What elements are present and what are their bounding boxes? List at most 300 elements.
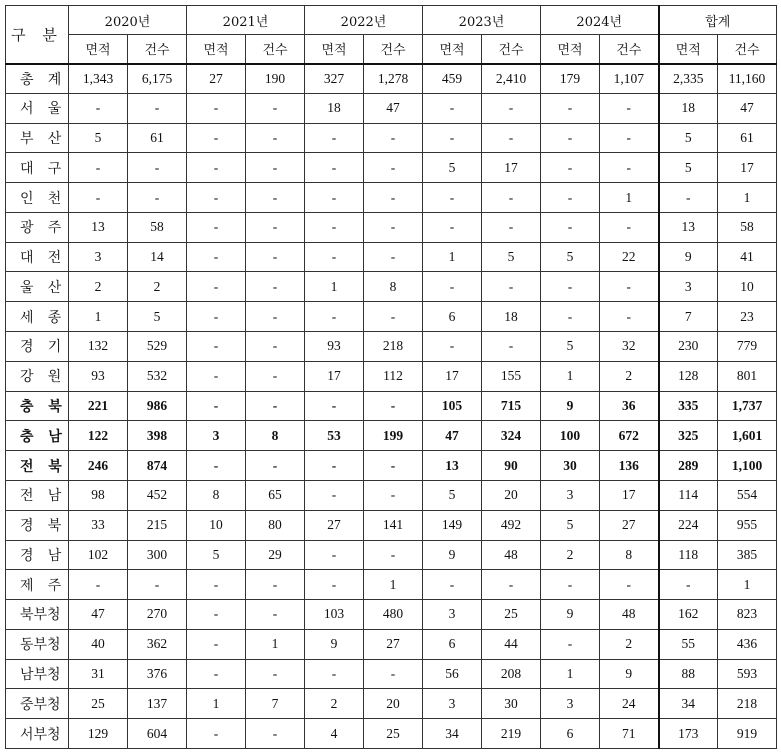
table-row (6, 600, 777, 630)
cell-area: 31 (69, 659, 128, 689)
sub-header-area: 면적 (659, 35, 718, 64)
cell-count: 141 (364, 510, 423, 540)
cell-count: 24 (600, 689, 659, 719)
cell-count: - (364, 302, 423, 332)
row-label: 경 남 (6, 540, 69, 570)
cell-count: 36 (600, 391, 659, 421)
table-row (6, 510, 777, 540)
cell-area: 13 (659, 212, 718, 242)
cell-area: - (305, 212, 364, 242)
cell-count: 8 (246, 421, 305, 451)
table-row (6, 719, 777, 749)
cell-area: - (423, 332, 482, 362)
row-label: 전 남 (6, 480, 69, 510)
cell-area: - (305, 302, 364, 332)
cell-count: - (600, 272, 659, 302)
sub-header-count: 건수 (246, 35, 305, 64)
cell-area: 129 (69, 719, 128, 749)
table-row (6, 242, 777, 272)
cell-area: - (541, 212, 600, 242)
cell-area: 6 (423, 629, 482, 659)
row-label: 동부청 (6, 629, 69, 659)
table-row (6, 302, 777, 332)
row-label: 대 전 (6, 242, 69, 272)
cell-count: - (364, 540, 423, 570)
cell-area: - (69, 570, 128, 600)
table-row (6, 123, 777, 153)
table-row (6, 212, 777, 242)
table-row (6, 93, 777, 123)
cell-count: 199 (364, 421, 423, 451)
cell-area: 162 (659, 600, 718, 630)
cell-count: - (600, 212, 659, 242)
cell-area: - (187, 600, 246, 630)
cell-area: 6 (423, 302, 482, 332)
cell-area: - (541, 272, 600, 302)
cell-count: 71 (600, 719, 659, 749)
row-label: 충 북 (6, 391, 69, 421)
header-row-years (6, 6, 777, 35)
cell-area: 459 (423, 64, 482, 94)
cell-area: 5 (659, 123, 718, 153)
cell-area: 93 (69, 361, 128, 391)
cell-count: 919 (718, 719, 777, 749)
cell-count: - (246, 719, 305, 749)
year-header-2020: 2020년 (69, 6, 187, 35)
cell-area: 9 (659, 242, 718, 272)
cell-area: 9 (541, 391, 600, 421)
cell-area: 289 (659, 451, 718, 481)
cell-count: - (246, 272, 305, 302)
cell-area: 118 (659, 540, 718, 570)
cell-count: 398 (128, 421, 187, 451)
cell-count: 2 (600, 629, 659, 659)
cell-area: 34 (423, 719, 482, 749)
table-row (6, 689, 777, 719)
cell-area: - (305, 391, 364, 421)
cell-count: 300 (128, 540, 187, 570)
cell-area: - (541, 629, 600, 659)
cell-area: 17 (305, 361, 364, 391)
cell-count: 219 (482, 719, 541, 749)
cell-count: - (482, 570, 541, 600)
table-row (6, 421, 777, 451)
cell-area: - (187, 123, 246, 153)
cell-area: - (423, 570, 482, 600)
cell-area: 1 (187, 689, 246, 719)
cell-count: - (364, 183, 423, 213)
cell-count: - (364, 451, 423, 481)
cell-area: 224 (659, 510, 718, 540)
cell-count: 61 (718, 123, 777, 153)
table-row (6, 540, 777, 570)
table-row (6, 183, 777, 213)
cell-area: 5 (187, 540, 246, 570)
cell-area: 53 (305, 421, 364, 451)
cell-count: - (246, 212, 305, 242)
cell-count: 593 (718, 659, 777, 689)
cell-count: 23 (718, 302, 777, 332)
category-header: 구 분 (6, 6, 69, 64)
cell-count: - (482, 212, 541, 242)
row-label: 서부청 (6, 719, 69, 749)
cell-count: - (246, 570, 305, 600)
row-label: 북부청 (6, 600, 69, 630)
table-row (6, 451, 777, 481)
cell-area: 3 (541, 689, 600, 719)
cell-area: - (305, 451, 364, 481)
cell-count: 112 (364, 361, 423, 391)
cell-count: - (482, 272, 541, 302)
cell-area: - (187, 332, 246, 362)
cell-area: 3 (69, 242, 128, 272)
sub-header-count: 건수 (364, 35, 423, 64)
sub-header-area: 면적 (541, 35, 600, 64)
cell-count: 270 (128, 600, 187, 630)
cell-count: 48 (600, 600, 659, 630)
cell-count: 801 (718, 361, 777, 391)
cell-count: 362 (128, 629, 187, 659)
cell-area: - (541, 570, 600, 600)
cell-count: 715 (482, 391, 541, 421)
cell-count: 80 (246, 510, 305, 540)
cell-area: 3 (541, 480, 600, 510)
cell-area: - (187, 242, 246, 272)
cell-area: 18 (659, 93, 718, 123)
cell-count: 1 (718, 183, 777, 213)
cell-count: 5 (128, 302, 187, 332)
cell-area: 246 (69, 451, 128, 481)
cell-count: 1 (364, 570, 423, 600)
cell-area: - (187, 272, 246, 302)
cell-count: - (246, 242, 305, 272)
row-label: 전 북 (6, 451, 69, 481)
cell-count: - (482, 332, 541, 362)
cell-count: - (600, 93, 659, 123)
cell-count: 208 (482, 659, 541, 689)
row-label: 울 산 (6, 272, 69, 302)
cell-area: 102 (69, 540, 128, 570)
cell-area: 18 (305, 93, 364, 123)
cell-count: 90 (482, 451, 541, 481)
cell-count: 32 (600, 332, 659, 362)
table-row (6, 153, 777, 183)
cell-area: 103 (305, 600, 364, 630)
cell-count: 1 (246, 629, 305, 659)
cell-count: 2 (128, 272, 187, 302)
sub-header-count: 건수 (718, 35, 777, 64)
cell-count: 376 (128, 659, 187, 689)
cell-area: 5 (423, 480, 482, 510)
table-row (6, 64, 777, 94)
cell-area: - (541, 302, 600, 332)
cell-area: - (659, 570, 718, 600)
cell-count: 5 (482, 242, 541, 272)
cell-count: 218 (718, 689, 777, 719)
sub-header-count: 건수 (600, 35, 659, 64)
cell-count: 41 (718, 242, 777, 272)
row-label: 광 주 (6, 212, 69, 242)
table-row (6, 272, 777, 302)
cell-area: 3 (659, 272, 718, 302)
cell-count: 1,737 (718, 391, 777, 421)
cell-area: 1 (541, 361, 600, 391)
cell-count: 8 (600, 540, 659, 570)
cell-count: - (246, 659, 305, 689)
cell-area: 13 (423, 451, 482, 481)
year-header-2021: 2021년 (187, 6, 305, 35)
cell-count: 1 (600, 183, 659, 213)
cell-count: 20 (364, 689, 423, 719)
cell-area: - (305, 153, 364, 183)
cell-area: 55 (659, 629, 718, 659)
cell-count: 955 (718, 510, 777, 540)
cell-area: 1 (423, 242, 482, 272)
cell-area: 221 (69, 391, 128, 421)
cell-count: - (246, 93, 305, 123)
cell-area: - (69, 93, 128, 123)
cell-count: - (246, 391, 305, 421)
cell-count: - (128, 153, 187, 183)
cell-count: - (364, 659, 423, 689)
cell-count: - (600, 570, 659, 600)
row-label: 대 구 (6, 153, 69, 183)
cell-area: 132 (69, 332, 128, 362)
cell-area: - (423, 123, 482, 153)
cell-count: - (128, 93, 187, 123)
cell-count: 1,601 (718, 421, 777, 451)
cell-count: - (246, 153, 305, 183)
cell-area: - (305, 570, 364, 600)
cell-count: 65 (246, 480, 305, 510)
cell-area: 6 (541, 719, 600, 749)
cell-area: - (187, 302, 246, 332)
cell-area: 2 (305, 689, 364, 719)
cell-count: 61 (128, 123, 187, 153)
cell-count: 58 (128, 212, 187, 242)
cell-area: 128 (659, 361, 718, 391)
cell-area: 173 (659, 719, 718, 749)
cell-area: 17 (423, 361, 482, 391)
cell-count: 25 (364, 719, 423, 749)
cell-count: 492 (482, 510, 541, 540)
cell-area: - (423, 272, 482, 302)
cell-area: - (541, 123, 600, 153)
cell-area: 10 (187, 510, 246, 540)
cell-area: - (423, 93, 482, 123)
cell-area: 34 (659, 689, 718, 719)
cell-area: - (305, 123, 364, 153)
row-label: 부 산 (6, 123, 69, 153)
cell-count: - (246, 361, 305, 391)
cell-area: 5 (659, 153, 718, 183)
cell-area: - (187, 659, 246, 689)
year-header-2022: 2022년 (305, 6, 423, 35)
cell-count: 48 (482, 540, 541, 570)
cell-area: 1 (541, 659, 600, 689)
cell-count: - (600, 123, 659, 153)
cell-count: 6,175 (128, 64, 187, 94)
cell-area: 114 (659, 480, 718, 510)
cell-count: 1,100 (718, 451, 777, 481)
cell-count: 1 (718, 570, 777, 600)
table-row (6, 629, 777, 659)
cell-area: 5 (541, 510, 600, 540)
cell-count: 47 (718, 93, 777, 123)
sub-header-area: 면적 (187, 35, 246, 64)
cell-count: 672 (600, 421, 659, 451)
cell-area: - (187, 153, 246, 183)
cell-area: 30 (541, 451, 600, 481)
cell-count: - (246, 600, 305, 630)
cell-count: 452 (128, 480, 187, 510)
row-label: 남부청 (6, 659, 69, 689)
cell-count: - (600, 302, 659, 332)
cell-area: 5 (423, 153, 482, 183)
cell-count: - (364, 391, 423, 421)
cell-count: - (364, 153, 423, 183)
cell-count: - (246, 332, 305, 362)
cell-count: 136 (600, 451, 659, 481)
cell-area: - (305, 480, 364, 510)
header-row-sub (6, 35, 777, 64)
cell-count: - (246, 123, 305, 153)
cell-count: 58 (718, 212, 777, 242)
cell-area: 2 (541, 540, 600, 570)
cell-count: - (364, 242, 423, 272)
cell-area: - (187, 629, 246, 659)
cell-count: - (600, 153, 659, 183)
statistics-table (5, 5, 777, 749)
cell-count: 47 (364, 93, 423, 123)
cell-area: - (423, 183, 482, 213)
cell-count: 25 (482, 600, 541, 630)
cell-count: 385 (718, 540, 777, 570)
cell-count: 17 (600, 480, 659, 510)
cell-area: 105 (423, 391, 482, 421)
cell-count: - (364, 123, 423, 153)
row-label: 중부청 (6, 689, 69, 719)
cell-count: 874 (128, 451, 187, 481)
cell-count: 529 (128, 332, 187, 362)
cell-area: 27 (187, 64, 246, 94)
cell-count: 30 (482, 689, 541, 719)
row-label: 경 기 (6, 332, 69, 362)
cell-area: 40 (69, 629, 128, 659)
row-label: 강 원 (6, 361, 69, 391)
cell-count: - (128, 183, 187, 213)
cell-count: 137 (128, 689, 187, 719)
year-header-2023: 2023년 (423, 6, 541, 35)
cell-area: - (305, 242, 364, 272)
cell-area: - (187, 93, 246, 123)
cell-area: 4 (305, 719, 364, 749)
cell-count: 8 (364, 272, 423, 302)
cell-count: 324 (482, 421, 541, 451)
cell-count: 29 (246, 540, 305, 570)
row-label: 세 종 (6, 302, 69, 332)
cell-area: - (187, 212, 246, 242)
cell-area: 1 (305, 272, 364, 302)
cell-area: 88 (659, 659, 718, 689)
cell-area: 33 (69, 510, 128, 540)
cell-area: 5 (541, 242, 600, 272)
row-label: 제 주 (6, 570, 69, 600)
cell-count: 1,107 (600, 64, 659, 94)
cell-count: - (482, 93, 541, 123)
cell-count: 27 (600, 510, 659, 540)
sub-header-area: 면적 (423, 35, 482, 64)
cell-area: 98 (69, 480, 128, 510)
cell-area: 230 (659, 332, 718, 362)
cell-area: 1,343 (69, 64, 128, 94)
cell-count: 190 (246, 64, 305, 94)
cell-area: - (659, 183, 718, 213)
cell-area: - (541, 153, 600, 183)
table-row (6, 570, 777, 600)
cell-area: 325 (659, 421, 718, 451)
cell-count: 2 (600, 361, 659, 391)
cell-area: - (187, 183, 246, 213)
cell-area: - (305, 659, 364, 689)
cell-count: 20 (482, 480, 541, 510)
cell-count: 604 (128, 719, 187, 749)
cell-area: - (69, 183, 128, 213)
sub-header-area: 면적 (69, 35, 128, 64)
cell-count: 218 (364, 332, 423, 362)
cell-area: 56 (423, 659, 482, 689)
cell-count: 11,160 (718, 64, 777, 94)
table-row (6, 391, 777, 421)
cell-count: 17 (482, 153, 541, 183)
total-header: 합계 (659, 6, 777, 35)
cell-count: 27 (364, 629, 423, 659)
cell-area: - (541, 93, 600, 123)
cell-area: - (305, 540, 364, 570)
cell-area: 93 (305, 332, 364, 362)
cell-count: - (246, 183, 305, 213)
cell-count: 2,410 (482, 64, 541, 94)
table-row (6, 659, 777, 689)
cell-area: - (305, 183, 364, 213)
row-label: 경 북 (6, 510, 69, 540)
cell-count: 532 (128, 361, 187, 391)
cell-area: - (69, 153, 128, 183)
cell-count: 155 (482, 361, 541, 391)
cell-area: - (541, 183, 600, 213)
cell-area: 3 (187, 421, 246, 451)
cell-area: - (187, 391, 246, 421)
table-row (6, 361, 777, 391)
cell-count: - (246, 302, 305, 332)
cell-area: 25 (69, 689, 128, 719)
cell-area: - (187, 570, 246, 600)
cell-area: 13 (69, 212, 128, 242)
cell-area: 1 (69, 302, 128, 332)
cell-area: 9 (423, 540, 482, 570)
cell-area: 335 (659, 391, 718, 421)
table-row (6, 332, 777, 362)
row-label: 서 울 (6, 93, 69, 123)
cell-area: - (423, 212, 482, 242)
year-header-2024: 2024년 (541, 6, 659, 35)
cell-area: 9 (541, 600, 600, 630)
cell-area: - (187, 361, 246, 391)
cell-count: 10 (718, 272, 777, 302)
cell-count: - (364, 480, 423, 510)
cell-count: - (246, 451, 305, 481)
cell-area: 100 (541, 421, 600, 451)
